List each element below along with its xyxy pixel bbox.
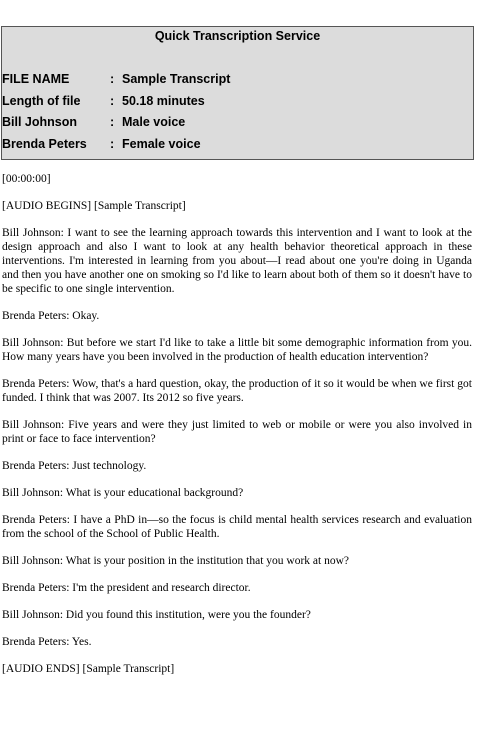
- transcript-paragraph: Bill Johnson: I want to see the learning approach towards this intervention and I want to look at the design approach and also I want to look at any health behavior theoretical approach in these interventions. I'm interested in learning from you about—I read about one you're doing in Uganda and then you have another one on smoking so I'd like to learn about both of them so it doesn't have to be specific to one single intervention.: [2, 227, 472, 295]
- transcript-paragraph: Brenda Peters: I have a PhD in—so the focus is child mental health services research and evaluation from the school of the School of Public Health.: [2, 514, 472, 540]
- transcript-paragraph: Bill Johnson: What is your position in the institution that you work at now?: [2, 555, 350, 567]
- transcript-paragraph: Bill Johnson: What is your educational background?: [2, 487, 244, 499]
- timestamp: [00:00:00]: [2, 173, 51, 185]
- info-value: Sample Transcript: [122, 72, 231, 86]
- transcript-paragraph: Brenda Peters: Yes.: [2, 636, 92, 648]
- info-value: Male voice: [122, 115, 186, 129]
- audio-begins-marker: [AUDIO BEGINS] [Sample Transcript]: [2, 200, 186, 212]
- service-title: Quick Transcription Service: [154, 29, 321, 43]
- transcript-paragraph: Bill Johnson: Did you found this institution, were you the founder?: [2, 609, 311, 621]
- transcript-paragraph: Bill Johnson: But before we start I'd like to take a little bit some demographic information from you. How many years have you been involved in the production of health education intervention?: [2, 337, 472, 363]
- transcript-paragraph: Brenda Peters: I'm the president and research director.: [2, 582, 251, 594]
- info-value: 50.18 minutes: [122, 94, 205, 108]
- info-colon: :: [110, 137, 115, 151]
- info-colon: :: [110, 72, 115, 86]
- transcript-paragraph: Brenda Peters: Wow, that's a hard question, okay, the production of it so it would be when we first got funded. I think that was 2007. Its 2012 so five years.: [2, 378, 472, 404]
- info-colon: :: [110, 94, 115, 108]
- transcript-paragraph: Brenda Peters: Okay.: [2, 310, 100, 322]
- transcript-body: [2, 172, 472, 689]
- audio-ends-marker: [AUDIO ENDS] [Sample Transcript]: [2, 663, 175, 675]
- transcript-paragraph: Brenda Peters: Just technology.: [2, 460, 147, 472]
- info-label: FILE NAME: [2, 72, 70, 86]
- info-value: Female voice: [122, 137, 201, 151]
- header-box: [1, 26, 474, 160]
- info-label: Length of file: [2, 94, 81, 108]
- info-label: Bill Johnson: [2, 115, 77, 129]
- info-label: Brenda Peters: [2, 137, 87, 151]
- transcript-paragraph: Bill Johnson: Five years and were they just limited to web or mobile or were you also involved in print or face to face intervention?: [2, 419, 472, 445]
- info-colon: :: [110, 115, 115, 129]
